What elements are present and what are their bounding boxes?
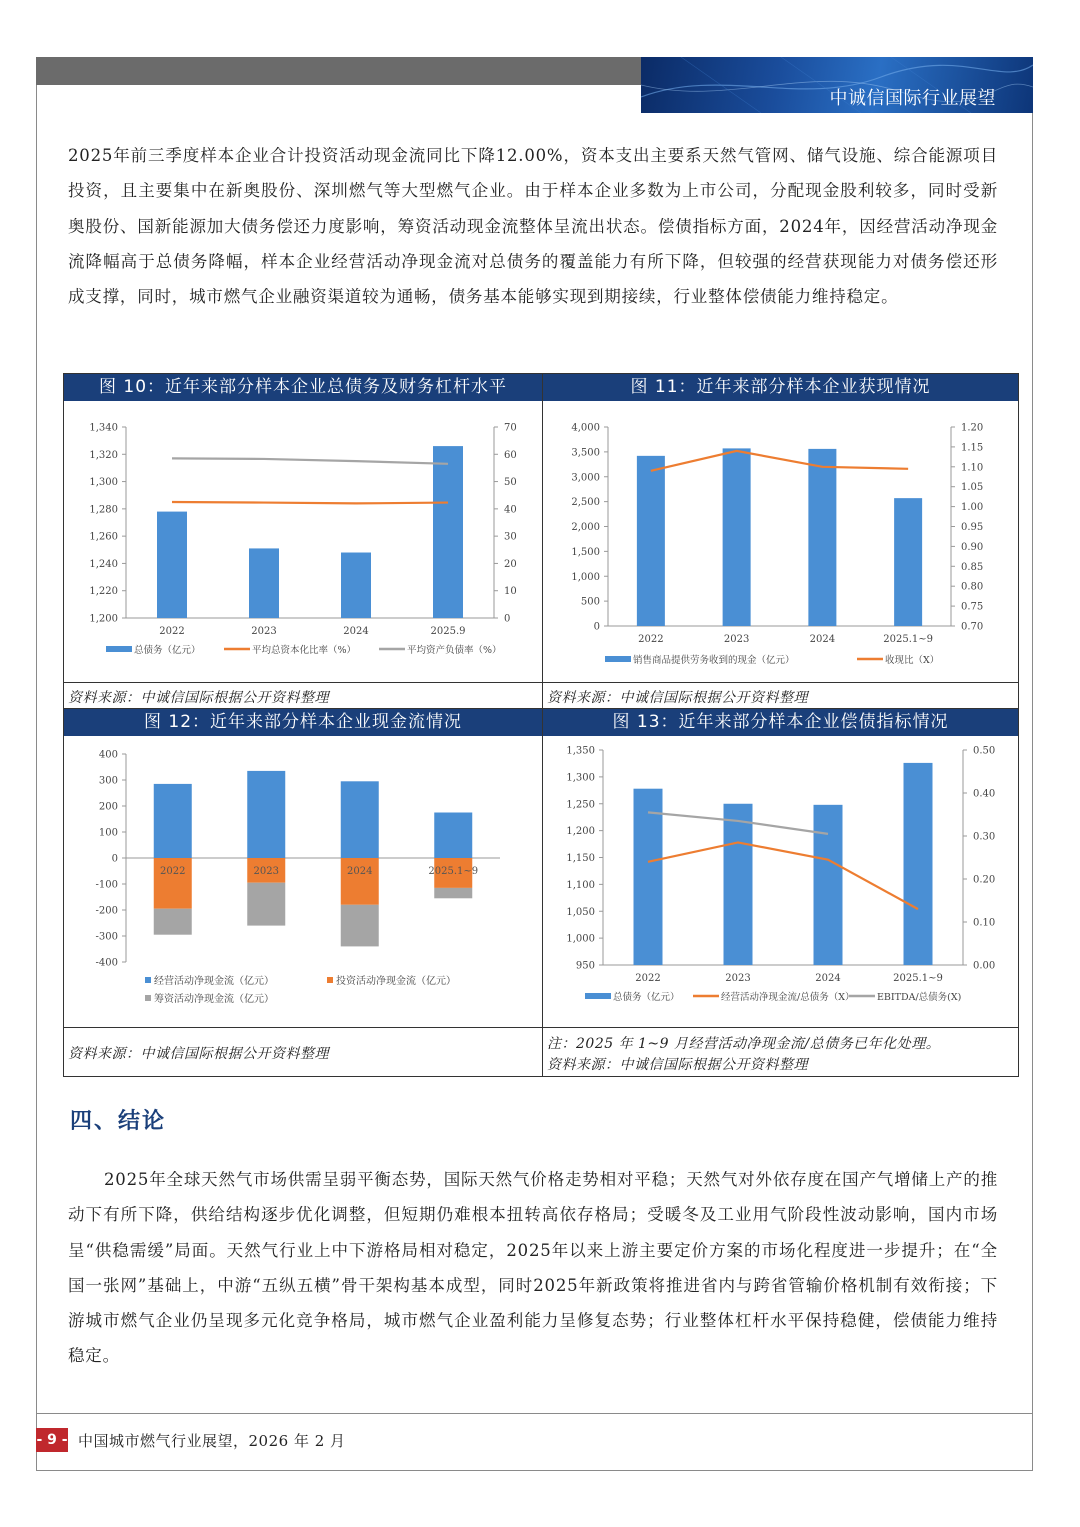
fig10-right-tick-label: 20	[504, 558, 517, 570]
fig11-right-tick-label: 1.20	[961, 422, 984, 434]
fig13-source: 资料来源：中诚信国际根据公开资料整理	[547, 1057, 808, 1073]
fig11-left-tick-label: 0	[593, 621, 600, 633]
fig11-legend-label: 收现比（X）	[885, 655, 940, 666]
fig12-y-tick-label: 0	[111, 853, 118, 865]
fig13-x-tick-label: 2022	[635, 973, 661, 984]
fig11-right-tick-label: 0.70	[961, 621, 984, 633]
fig12-y-tick-label: -100	[95, 879, 118, 891]
fig12-legend-swatch	[327, 977, 333, 983]
fig12-y-tick-label: -200	[95, 905, 118, 917]
fig13-left-tick-label: 1,150	[566, 853, 595, 864]
fig13-bar	[634, 789, 663, 965]
fig13-right-tick-label: 0.40	[973, 788, 996, 800]
fig11-left-tick-label: 3,500	[571, 447, 600, 459]
fig11-series-line	[651, 451, 908, 471]
fig13-legend-swatch	[585, 993, 611, 999]
footer-text: 中国城市燃气行业展望，2026 年 2 月	[78, 1432, 346, 1450]
fig10-right-tick-label: 10	[504, 586, 517, 598]
fig13-left-tick-label: 1,050	[566, 906, 595, 918]
header-title: 中诚信国际行业展望	[829, 88, 996, 109]
fig12-x-tick-label: 2023	[253, 866, 279, 877]
fig12-title: 图 12：近年来部分样本企业现金流情况	[64, 709, 542, 736]
fig10-source: 资料来源：中诚信国际根据公开资料整理	[68, 690, 329, 706]
fig12-legend-label: 筹资活动净现金流（亿元）	[154, 994, 274, 1005]
fig10-x-tick-label: 2025.9	[430, 626, 466, 637]
fig10-chart	[64, 402, 542, 680]
fig12-legend-swatch	[145, 995, 151, 1001]
fig10-legend-swatch	[106, 646, 132, 652]
grid-divider-row1-source-top	[63, 682, 1019, 683]
fig12-bar-segment	[247, 883, 285, 926]
fig10-left-tick-label: 1,200	[89, 613, 118, 625]
fig13-legend-label: EBITDA/总债务(X)	[877, 992, 962, 1003]
fig13-right-tick-label: 0.00	[973, 960, 996, 972]
fig11-x-tick-label: 2022	[638, 634, 664, 645]
fig11-bar	[637, 456, 665, 626]
fig12-y-tick-label: 100	[98, 827, 118, 839]
fig13-left-tick-label: 1,350	[566, 745, 595, 757]
fig13-note: 注：2025 年 1~9 月经营活动净现金流/总债务已年化处理。	[547, 1036, 941, 1052]
fig10-legend-label: 总债务（亿元）	[134, 645, 201, 656]
fig13-x-tick-label: 2023	[725, 973, 751, 984]
fig10-bar	[433, 446, 463, 618]
fig11-left-tick-label: 2,000	[571, 522, 600, 533]
intro-paragraph: 2025年前三季度样本企业合计投资活动现金流同比下降12.00%，资本支出主要系天然气管网、储气设施、综合能源项目投资，且主要集中在新奥股份、深圳燃气等大型燃气企业。由于样本企业多数为上市公司，分配现金股利较多，同时受新奥股份、国新能源加大债务偿还力度影响，筹资活动现金流整体呈流出状态。偿债指标方面，2024年，因经营活动净现金流降幅高于总债务降幅，样本企业经营活动净现金流对总债务的覆盖能力有所下降，但较强的经营获现能力对债务偿还形成支撑，同时，城市燃气企业融资渠道较为通畅，债务基本能够实现到期接续，行业整体偿债能力维持稳定。	[68, 146, 998, 307]
fig13-right-tick-label: 0.20	[973, 874, 996, 886]
grid-divider-row2-source-top	[63, 1027, 1019, 1028]
fig10-left-tick-label: 1,340	[89, 422, 118, 434]
fig11-bar	[894, 498, 922, 626]
fig12-bar-segment	[154, 784, 192, 858]
fig11-legend-swatch	[605, 656, 631, 662]
fig13-title: 图 13：近年来部分样本企业偿债指标情况	[543, 709, 1018, 736]
fig10-left-tick-label: 1,240	[89, 558, 118, 570]
fig10-series-line	[172, 502, 448, 503]
fig11-source: 资料来源：中诚信国际根据公开资料整理	[547, 690, 808, 706]
fig13-right-tick-label: 0.10	[973, 917, 996, 929]
fig13-left-tick-label: 1,300	[566, 772, 595, 784]
fig11-left-tick-label: 2,500	[571, 497, 600, 509]
fig10-x-tick-label: 2022	[159, 626, 185, 637]
fig11-right-tick-label: 0.90	[961, 541, 984, 553]
fig10-legend-label: 平均总资本化比率（%）	[252, 645, 357, 656]
conclusion-paragraph: 2025年全球天然气市场供需呈弱平衡态势，国际天然气价格走势相对平稳；天然气对外依存度在国产气增储上产的推动下有所下降，供给结构逐步优化调整，但短期仍难根本扭转高依存格局；受暖冬及工业用气阶段性波动影响，国内市场呈“供稳需缓”局面。天然气行业上中下游格局相对稳定，2025年以来上游主要定价方案的市场化程度进一步提升；在“全国一张网”基础上，中游“五纵五横”骨干架构基本成型，同时2025年新政策将推进省内与跨省管输价格机制有效衔接；下游城市燃气企业仍呈现多元化竞争格局，城市燃气企业盈利能力呈修复态势；行业整体杠杆水平保持稳健，偿债能力维持稳定。	[68, 1170, 998, 1366]
fig11-title: 图 11：近年来部分样本企业获现情况	[543, 374, 1018, 401]
fig12-y-tick-label: -300	[95, 931, 118, 943]
fig11-left-tick-label: 1,500	[571, 546, 600, 558]
fig12-y-tick-label: 200	[98, 801, 118, 813]
fig13-right-tick-label: 0.30	[973, 831, 996, 843]
fig11-right-tick-label: 0.75	[961, 601, 984, 613]
fig11-x-tick-label: 2025.1~9	[883, 634, 933, 645]
fig12-bar-segment	[434, 888, 472, 898]
fig13-x-tick-label: 2024	[815, 973, 841, 984]
fig12-x-tick-label: 2024	[347, 866, 373, 877]
fig12-y-tick-label: 300	[98, 775, 118, 787]
fig10-bar	[249, 548, 279, 618]
fig13-left-tick-label: 950	[575, 960, 595, 972]
fig13-left-tick-label: 1,200	[566, 826, 595, 838]
fig11-bar	[808, 449, 836, 626]
fig11-right-tick-label: 1.10	[961, 462, 984, 474]
fig12-source: 资料来源：中诚信国际根据公开资料整理	[68, 1046, 329, 1062]
fig10-left-tick-label: 1,300	[89, 477, 118, 489]
fig10-left-tick-label: 1,320	[89, 449, 118, 461]
fig10-left-tick-label: 1,280	[89, 504, 118, 516]
fig11-right-tick-label: 0.95	[961, 522, 984, 533]
fig11-x-tick-label: 2023	[723, 634, 750, 645]
fig11-left-tick-label: 1,000	[571, 571, 600, 583]
fig12-bar-segment	[434, 813, 472, 859]
fig12-x-tick-label: 2022	[160, 866, 186, 877]
footer-divider	[36, 1413, 1033, 1414]
fig10-bar	[157, 512, 187, 618]
fig11-right-tick-label: 0.85	[961, 561, 984, 573]
fig11-right-tick-label: 1.15	[961, 442, 984, 454]
fig10-x-tick-label: 2023	[251, 626, 277, 637]
fig11-left-tick-label: 500	[580, 596, 600, 608]
section-heading: 四、结论	[70, 1109, 167, 1134]
fig13-left-tick-label: 1,000	[566, 933, 595, 945]
fig11-x-tick-label: 2024	[809, 634, 836, 645]
fig11-left-tick-label: 3,000	[571, 472, 600, 484]
fig10-right-tick-label: 60	[504, 449, 517, 461]
fig11-right-tick-label: 1.05	[961, 482, 984, 494]
fig13-bar	[724, 804, 753, 965]
fig11-legend-label: 销售商品提供劳务收到的现金（亿元）	[633, 655, 795, 666]
fig13-left-tick-label: 1,100	[566, 879, 595, 891]
fig10-right-tick-label: 50	[504, 477, 517, 489]
fig12-bar-segment	[341, 905, 379, 947]
fig12-legend-swatch	[145, 977, 151, 983]
fig13-chart	[543, 737, 1018, 1025]
fig12-bar-segment	[154, 909, 192, 935]
fig12-x-tick-label: 2025.1~9	[428, 866, 479, 877]
fig13-bar	[904, 763, 933, 965]
fig13-right-tick-label: 0.50	[973, 745, 996, 757]
page-number: - 9 -	[36, 1428, 68, 1452]
fig12-bar-segment	[341, 781, 379, 858]
fig13-legend-label: 经营活动净现金流/总债务（X）	[721, 992, 855, 1003]
fig12-legend-label: 投资活动净现金流（亿元）	[336, 976, 456, 987]
fig13-bar	[814, 805, 843, 965]
fig10-right-tick-label: 0	[504, 613, 511, 625]
fig10-right-tick-label: 30	[504, 531, 517, 543]
fig10-right-tick-label: 70	[504, 422, 517, 434]
fig10-bar	[341, 553, 371, 618]
fig12-y-tick-label: 400	[98, 749, 118, 761]
fig12-legend-label: 经营活动净现金流（亿元）	[154, 976, 274, 987]
fig10-series-line	[172, 458, 448, 463]
fig11-chart	[543, 402, 1018, 680]
fig11-left-tick-label: 4,000	[571, 422, 600, 434]
fig12-bar-segment	[247, 771, 285, 858]
fig11-right-tick-label: 1.00	[961, 502, 984, 514]
fig13-series-line	[648, 842, 918, 909]
fig12-chart	[64, 737, 542, 1025]
fig13-legend-label: 总债务（亿元）	[613, 992, 680, 1003]
fig10-legend-label: 平均资产负债率（%）	[407, 645, 502, 656]
fig10-x-tick-label: 2024	[343, 626, 369, 637]
fig10-right-tick-label: 40	[504, 504, 517, 516]
fig13-left-tick-label: 1,250	[566, 799, 595, 811]
fig11-bar	[723, 448, 751, 626]
fig10-title: 图 10：近年来部分样本企业总债务及财务杠杆水平	[64, 374, 542, 401]
fig11-right-tick-label: 0.80	[961, 581, 984, 593]
fig12-y-tick-label: -400	[95, 957, 118, 969]
fig10-left-tick-label: 1,260	[89, 531, 118, 543]
fig13-x-tick-label: 2025.1~9	[893, 973, 943, 984]
fig10-left-tick-label: 1,220	[89, 586, 118, 598]
